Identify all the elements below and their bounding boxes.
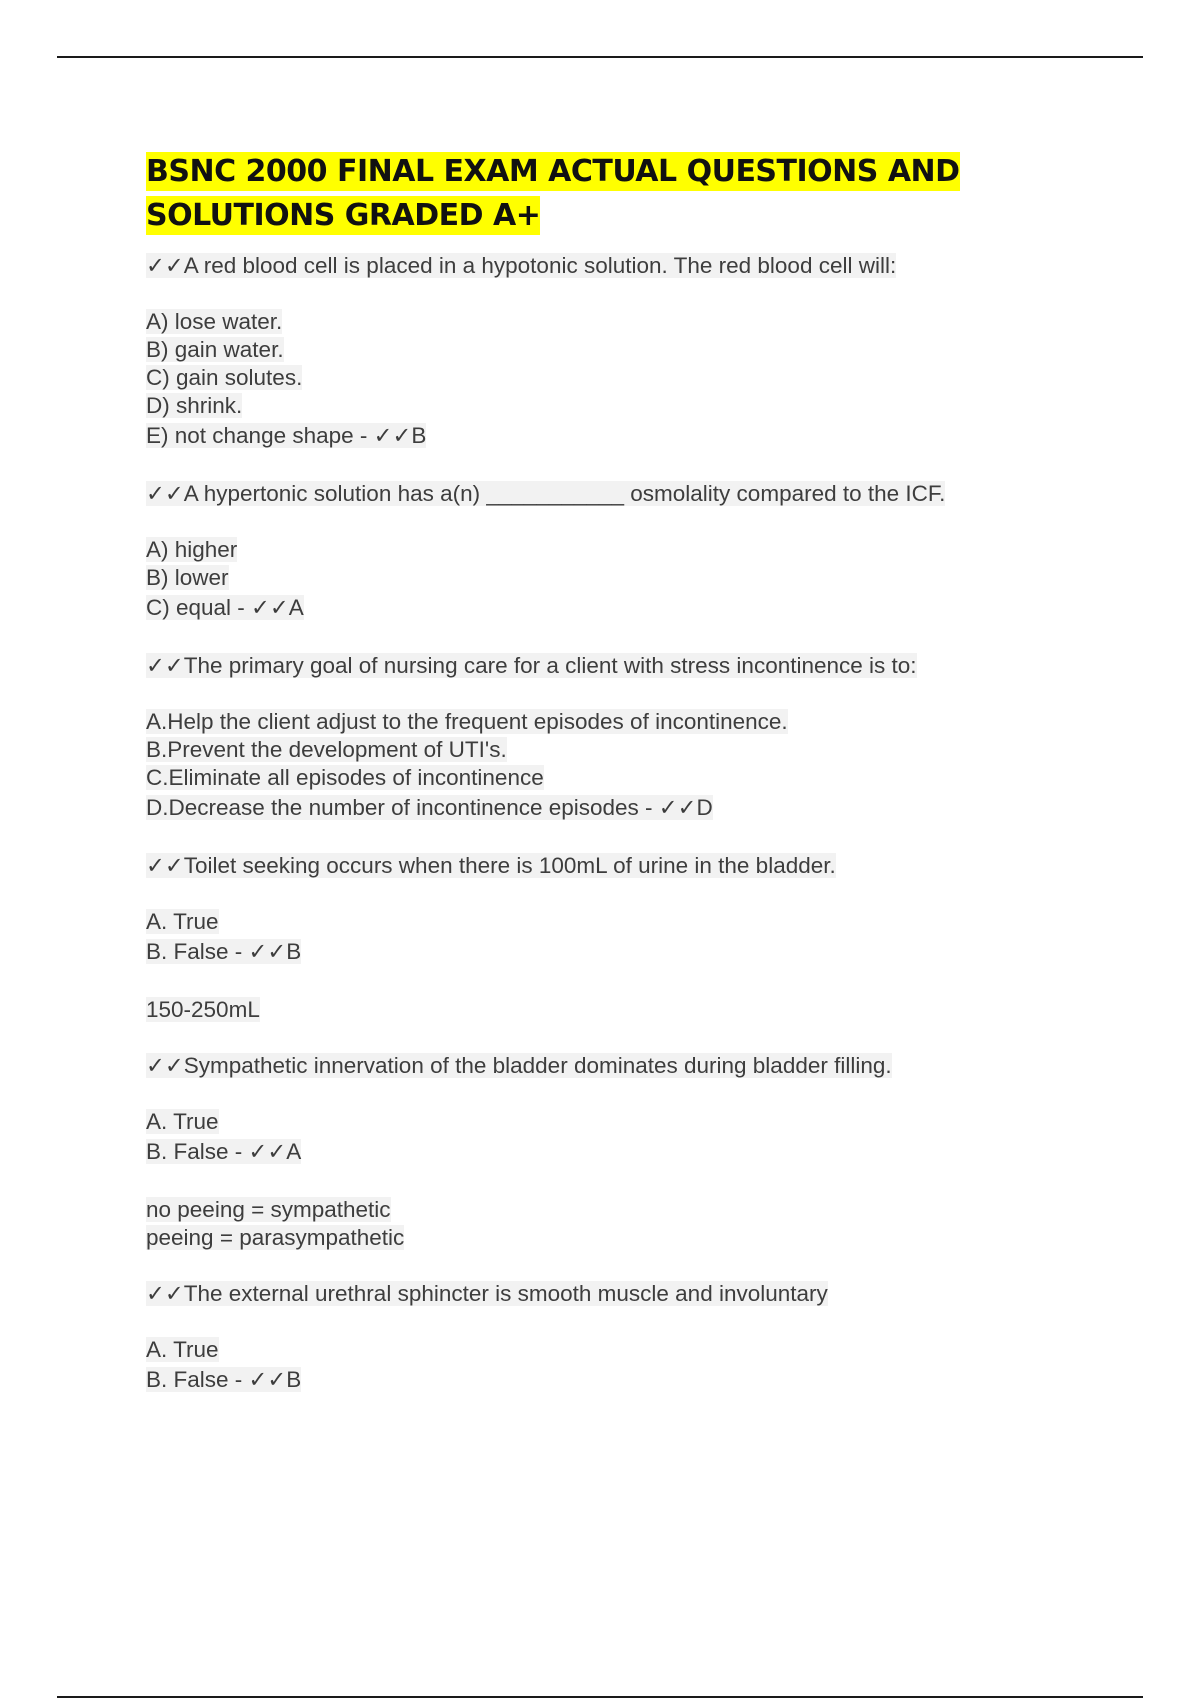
option-answer: B. False - ✓✓B bbox=[146, 1367, 302, 1392]
page-content bbox=[146, 150, 1046, 1396]
option: C.Eliminate all episodes of incontinence bbox=[146, 765, 544, 790]
question-5-options bbox=[146, 1108, 1046, 1168]
option: A. True bbox=[146, 909, 219, 934]
option: A. True bbox=[146, 1337, 219, 1362]
option: A) higher bbox=[146, 537, 238, 562]
title-line-2: SOLUTIONS GRADED A+ bbox=[146, 198, 541, 233]
question-1-options bbox=[146, 308, 1046, 452]
question-4-note: 150-250mL bbox=[146, 997, 260, 1022]
option: C) gain solutes. bbox=[146, 365, 303, 390]
option: B) gain water. bbox=[146, 337, 284, 362]
question-3-prompt: ✓✓The primary goal of nursing care for a client with stress incontinence is to: bbox=[146, 653, 917, 678]
option-answer: D.Decrease the number of incontinence episodes - ✓✓D bbox=[146, 795, 713, 820]
question-5-prompt: ✓✓Sympathetic innervation of the bladder dominates during bladder filling. bbox=[146, 1053, 892, 1078]
question-3-options bbox=[146, 708, 1046, 824]
document-title bbox=[146, 150, 1046, 238]
option: B) lower bbox=[146, 565, 229, 590]
option-answer: C) equal - ✓✓A bbox=[146, 595, 304, 620]
question-5-note-line-2: peeing = parasympathetic bbox=[146, 1225, 405, 1250]
question-1-prompt: ✓✓A red blood cell is placed in a hypotonic solution. The red blood cell will: bbox=[146, 253, 897, 278]
question-2-prompt: ✓✓A hypertonic solution has a(n) ___________ osmolality compared to the ICF. bbox=[146, 481, 946, 506]
option: D) shrink. bbox=[146, 393, 243, 418]
qa-list bbox=[146, 238, 1046, 1396]
option: B.Prevent the development of UTI's. bbox=[146, 737, 507, 762]
question-6-options bbox=[146, 1336, 1046, 1396]
option-answer: B. False - ✓✓A bbox=[146, 1139, 302, 1164]
question-5-note-line-1: no peeing = sympathetic bbox=[146, 1197, 391, 1222]
question-6-prompt: ✓✓The external urethral sphincter is smooth muscle and involuntary bbox=[146, 1281, 828, 1306]
question-2-options bbox=[146, 536, 1046, 624]
option: A) lose water. bbox=[146, 309, 283, 334]
option: A. True bbox=[146, 1109, 219, 1134]
bottom-rule bbox=[57, 1696, 1143, 1698]
question-4-options bbox=[146, 908, 1046, 968]
option-answer: E) not change shape - ✓✓B bbox=[146, 423, 427, 448]
option: A.Help the client adjust to the frequent episodes of incontinence. bbox=[146, 709, 788, 734]
title-line-1: BSNC 2000 FINAL EXAM ACTUAL QUESTIONS AND bbox=[146, 154, 960, 189]
option-answer: B. False - ✓✓B bbox=[146, 939, 302, 964]
question-4-prompt: ✓✓Toilet seeking occurs when there is 100mL of urine in the bladder. bbox=[146, 853, 836, 878]
top-rule bbox=[57, 56, 1143, 58]
